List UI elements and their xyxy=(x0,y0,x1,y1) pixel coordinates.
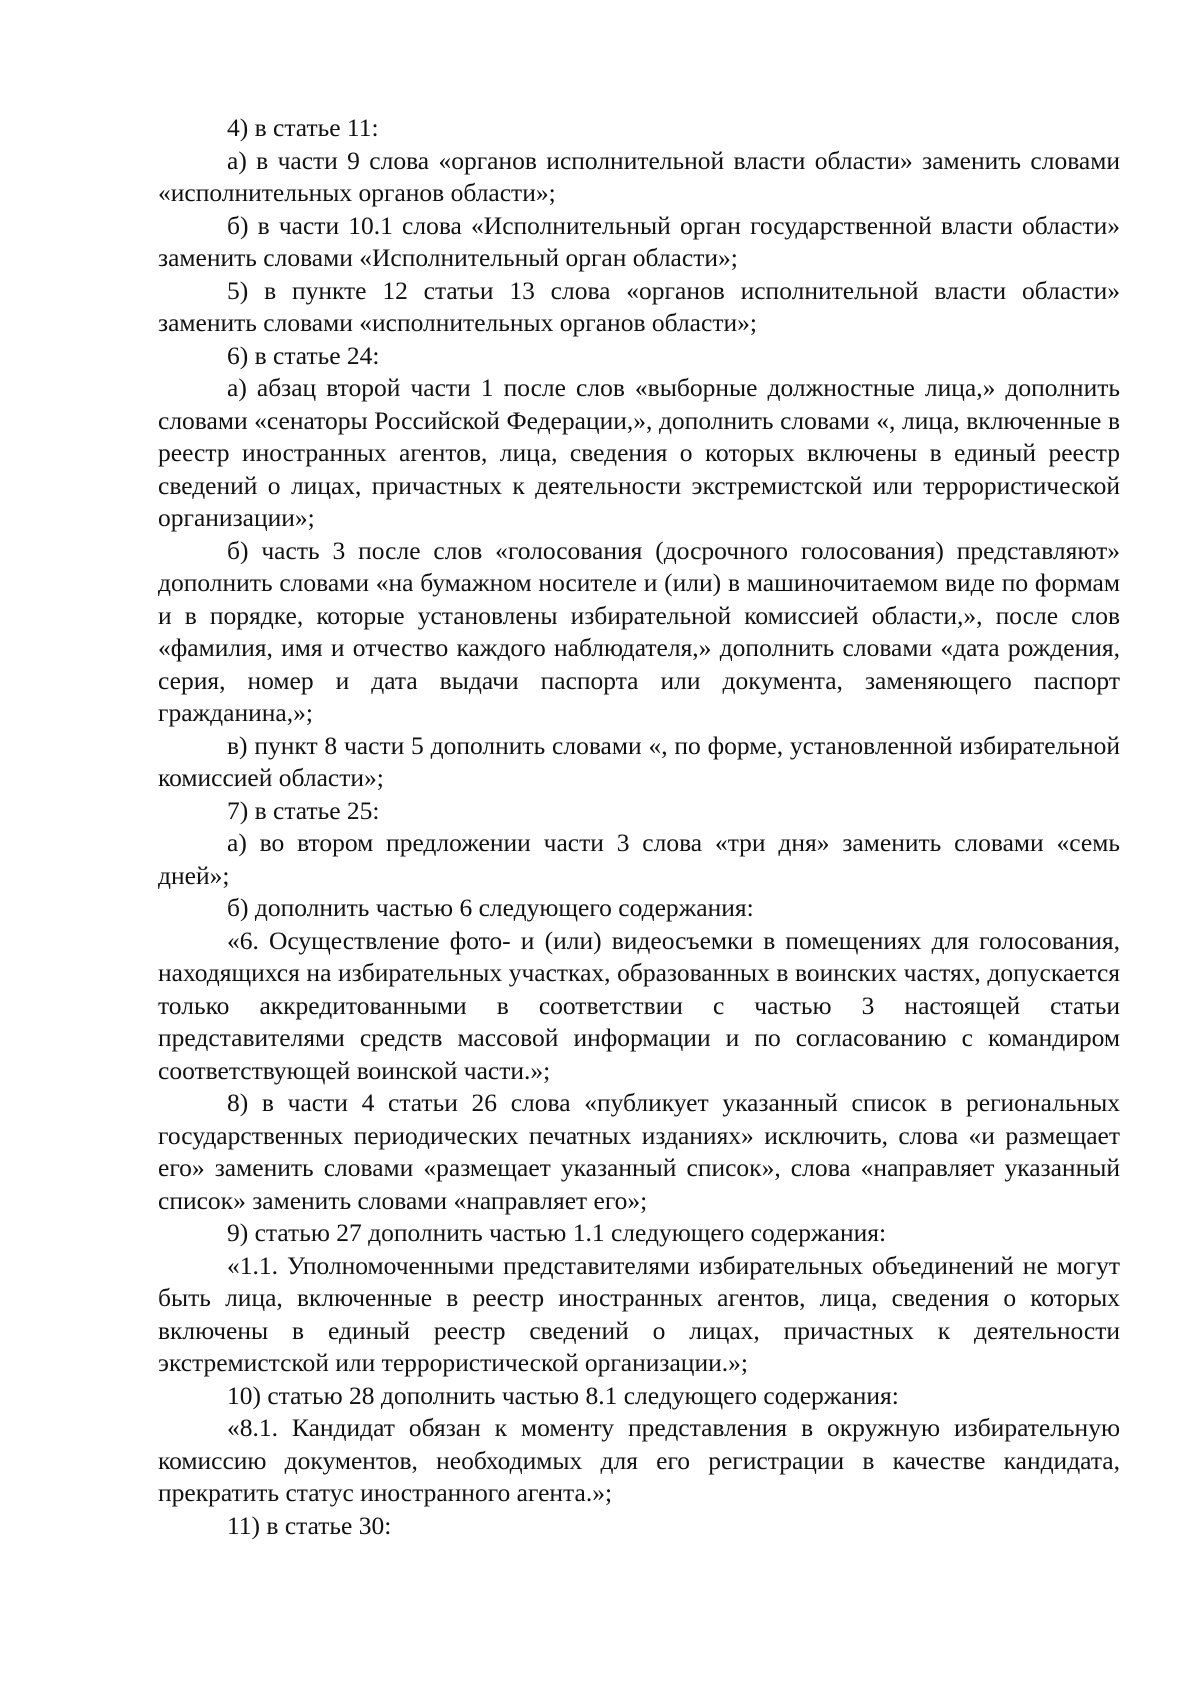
document-body xyxy=(158,112,1120,1542)
paragraph-article-25-part-6: «6. Осуществление фото- и (или) видеосъемки в помещениях для голосования, находящихся на избирательных участках, образованных в воинских частях, допускается только аккредитованными в соответствии с частью 3 настоящей статьи представителями средств массовой информации и по согласованию с командиром соответствующей воинской части.»; xyxy=(158,925,1120,1085)
paragraph-article-24-b: б) часть 3 после слов «голосования (досрочного голосования) представляют» дополнить словами «на бумажном носителе и (или) в машиночитаемом виде по формам и в порядке, которые установлены избирательной комиссией области,», после слов «фамилия, имя и отчество каждого наблюдателя,» дополнить словами «дата рождения, серия, номер и дата выдачи паспорта или документа, заменяющего паспорт гражданина,»; xyxy=(158,535,1120,727)
paragraph-item-8: 8) в части 4 статьи 26 слова «публикует указанный список в региональных государственных периодических печатных изданиях» исключить, слова «и размещает его» заменить словами «размещает указанный список», слова «направляет указанный список» заменить словами «направляет его»; xyxy=(158,1088,1120,1215)
paragraph-item-10: 10) статью 28 дополнить частью 8.1 следующего содержания: xyxy=(227,1380,899,1410)
paragraph-article-11-b: б) в части 10.1 слова «Исполнительный орган государственной власти области» заменить словами «Исполнительный орган области»; xyxy=(158,210,1120,272)
paragraph-item-9: 9) статью 27 дополнить частью 1.1 следующего содержания: xyxy=(227,1218,887,1247)
paragraph-article-24-a: а) абзац второй части 1 после слов «выборные должностные лица,» дополнить словами «сенаторы Российской Федерации,», дополнить словами «, лица, включенные в реестр иностранных агентов, лица, сведения о которых включены в единый реестр сведений о лицах, причастных к деятельности экстремистской или террористической организации»; xyxy=(158,373,1120,532)
paragraph-article-24-heading: 6) в статье 24: xyxy=(227,340,380,370)
paragraph-article-25-heading: 7) в статье 25: xyxy=(227,795,380,825)
paragraph-item-5: 5) в пункте 12 статьи 13 слова «органов исполнительной власти области» заменить словами «исполнительных органов области»; xyxy=(158,275,1120,337)
paragraph-article-25-a: а) во втором предложении части 3 слова «три дня» заменить словами «семь дней»; xyxy=(158,828,1120,890)
paragraph-article-11-heading: 4) в статье 11: xyxy=(227,113,379,142)
paragraph-article-27-part-1-1: «1.1. Уполномоченными представителями избирательных объединений не могут быть лица, включенные в реестр иностранных агентов, лица, сведения о которых включены в единый реестр сведений о лицах, причастных к деятельности экстремистской или террористической организации.»; xyxy=(158,1250,1120,1377)
paragraph-article-28-part-8-1: «8.1. Кандидат обязан к моменту представления в окружную избирательную комиссию документов, необходимых для его регистрации в качестве кандидата, прекратить статус иностранного агента.»; xyxy=(158,1413,1120,1507)
paragraph-article-24-v: в) пункт 8 части 5 дополнить словами «, по форме, установленной избирательной комиссией области»; xyxy=(158,730,1120,792)
paragraph-article-11-a: а) в части 9 слова «органов исполнительной власти области» заменить словами «исполнительных органов области»; xyxy=(158,145,1120,207)
paragraph-article-25-b: б) дополнить частью 6 следующего содержания: xyxy=(227,893,754,922)
paragraph-article-30-heading: 11) в статье 30: xyxy=(227,1510,392,1540)
